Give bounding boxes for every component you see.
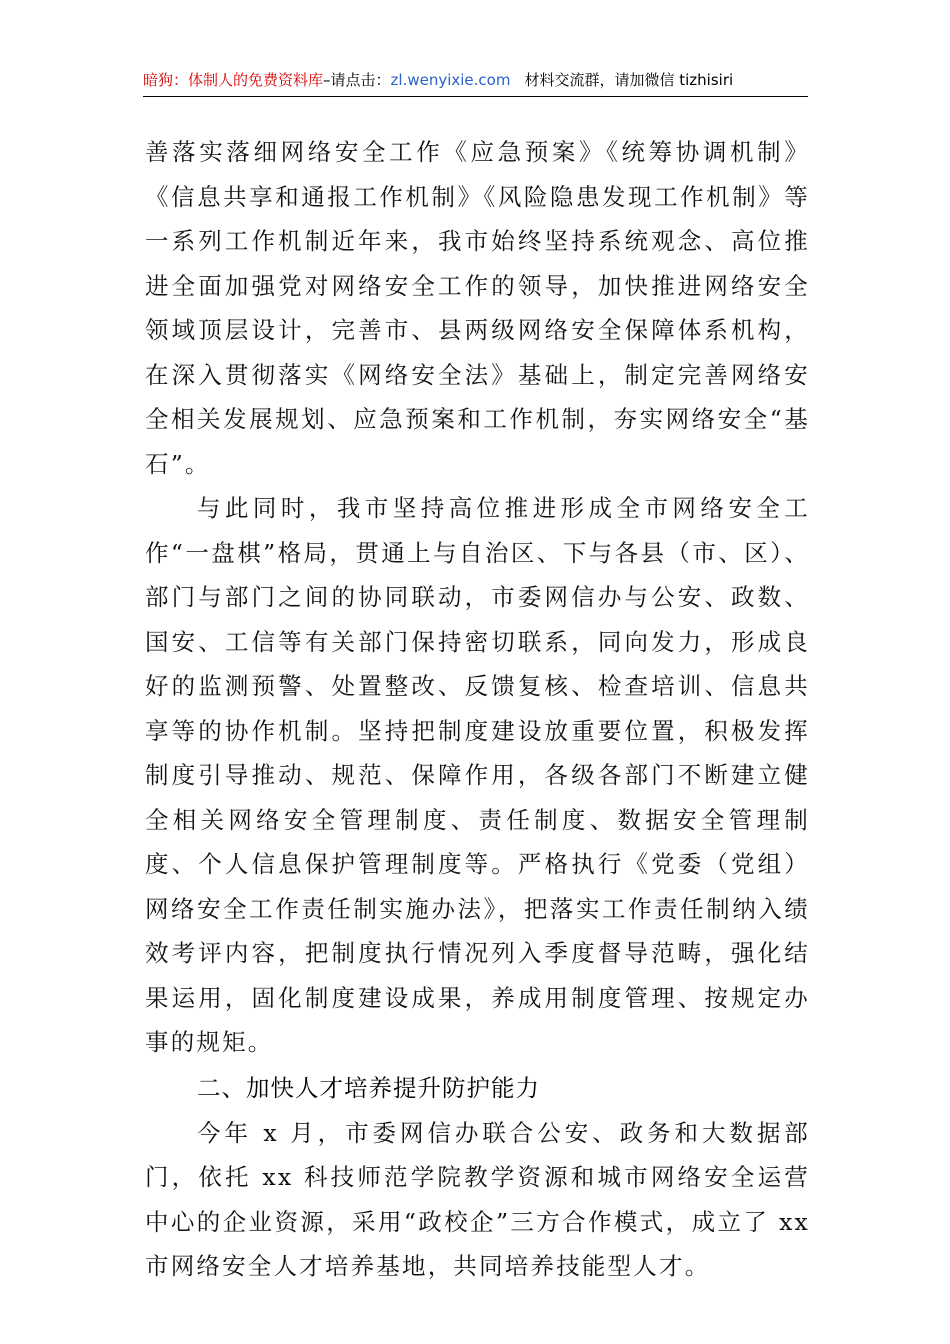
header-url-link[interactable]: zl.wenyixie.com: [390, 71, 511, 89]
header-click-prompt: –请点击：: [323, 71, 391, 89]
header-brand: 暗狗：体制人的免费资料库: [143, 71, 324, 89]
paragraph-3: 今年 x 月，市委网信办联合公安、政务和大数据部门，依托 xx 科技师范学院教学资源和城市网络安全运营中心的企业资源，采用“政校企”三方合作模式，成立了 xx 市网络安全人才培养基地，共同培养技能型人才。: [145, 1118, 810, 1280]
header-group-note: 材料交流群，请加微信 tizhisiri: [524, 71, 734, 89]
section-heading: 二、加快人才培养提升防护能力: [197, 1073, 540, 1102]
paragraph-2: 与此同时，我市坚持高位推进形成全市网络安全工作“一盘棋”格局，贯通上与自治区、下与各县（市、区）、部门与部门之间的协同联动，市委网信办与公安、政数、国安、工信等有关部门保持密切联系，同向发力，形成良好的监测预警、处置整改、反馈复核、检查培训、信息共享等的协作机制。坚持把制度建设放重要位置，积极发挥制度引导推动、规范、保障作用，各级各部门不断建立健全相关网络安全管理制度、责任制度、数据安全管理制度、个人信息保护管理制度等。严格执行《党委（党组）网络安全工作责任制实施办法》，把落实工作责任制纳入绩效考评内容，把制度执行情况列入季度督导范畴，强化结果运用，固化制度建设成果，养成用制度管理、按规定办事的规矩。: [145, 494, 810, 1056]
document-body: [145, 130, 810, 1289]
page-header: [143, 66, 808, 97]
paragraph-1: 善落实落细网络安全工作《应急预案》《统筹协调机制》《信息共享和通报工作机制》《风险隐患发现工作机制》等一系列工作机制近年来，我市始终坚持系统观念、高位推进全面加强党对网络安全工作的领导，加快推进网络安全领域顶层设计，完善市、县两级网络安全保障体系机构，在深入贯彻落实《网络安全法》基础上，制定完善网络安全相关发展规划、应急预案和工作机制，夯实网络安全“基石”。: [145, 138, 810, 478]
